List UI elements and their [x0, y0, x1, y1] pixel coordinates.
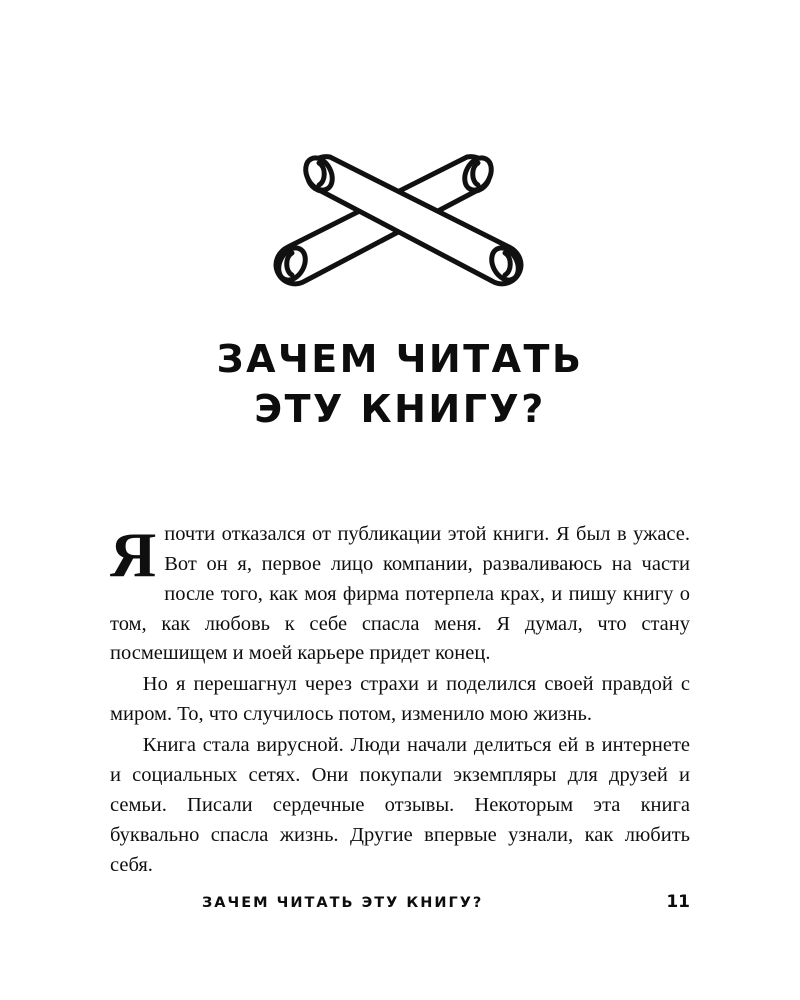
body-text — [110, 520, 690, 881]
paragraph: Книга стала вирусной. Люди начали делиться ей в интернете и социальных сетях. Они покупали экземпляры для друзей и семьи. Писали сердечные отзывы. Некоторым эта книга буквально спасла жизнь. Другие впервые узнали, как любить себя. — [110, 734, 690, 876]
paragraph: Но я перешагнул через страхи и поделился своей правдой с миром. То, что случилось потом, изменило мою жизнь. — [110, 673, 690, 726]
chapter-illustration — [230, 138, 570, 308]
page-number: 11 — [666, 892, 690, 912]
paragraph-text: почти отказался от публикации этой книги. Я был в ужасе. Вот он я, первое лицо компании, разваливаюсь на части после того, как моя фирма потерпела крах, и пишу книгу о том, как любовь к себе спасла меня. Я думал, что стану посмешищем и моей карьере придет конец. — [110, 522, 690, 665]
chapter-title — [90, 336, 710, 434]
drop-cap: Я — [110, 518, 157, 590]
running-head: ЗАЧЕМ ЧИТАТЬ ЭТУ КНИГУ? — [202, 895, 484, 911]
chapter-title-line-2: ЭТУ КНИГУ? — [254, 386, 546, 431]
paragraph — [110, 520, 690, 670]
chapter-title-line-1: ЗАЧЕМ ЧИТАТЬ — [216, 337, 584, 381]
page-footer — [0, 892, 800, 912]
crossed-rolled-scrolls-icon — [235, 141, 565, 306]
